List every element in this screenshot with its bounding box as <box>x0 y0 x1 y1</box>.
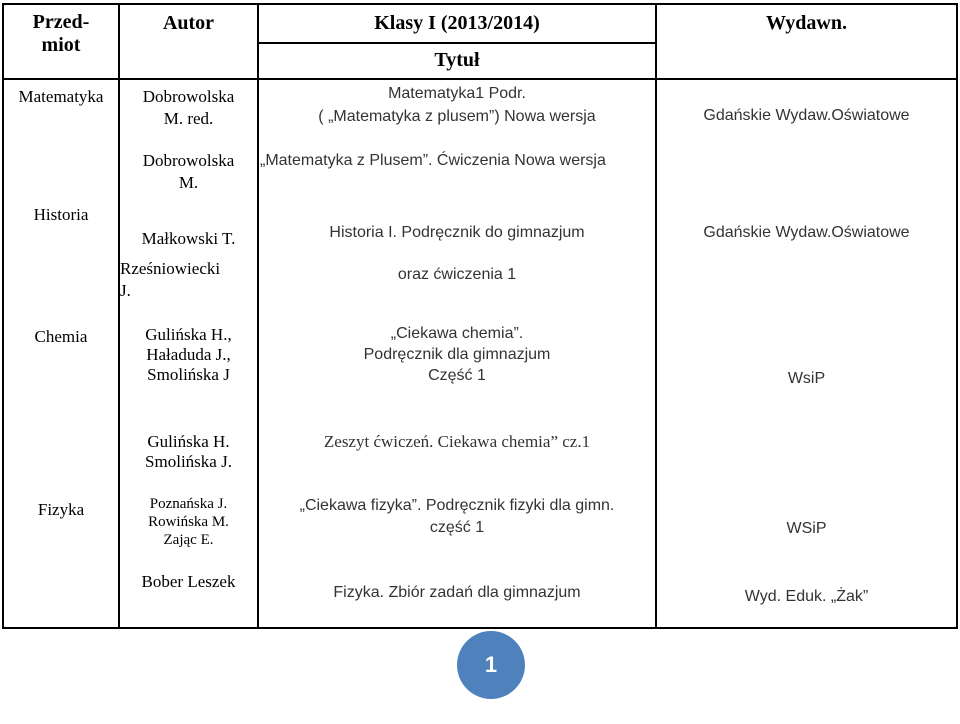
row-author-historia-2 <box>120 259 220 301</box>
row-author-matematyka-cwiczenia <box>120 151 257 193</box>
row-publisher-historia: Gdańskie Wydaw.Oświatowe <box>703 224 910 241</box>
author-line: M. <box>178 173 199 192</box>
row-author-fizyka <box>120 495 257 549</box>
row-subject-chemia: Chemia <box>34 327 88 346</box>
page-number-badge: 1 <box>457 631 525 699</box>
header-publisher: Wydawn. <box>766 12 847 34</box>
header-classes: Klasy I (2013/2014) <box>374 12 540 34</box>
author-line: J. <box>120 281 131 300</box>
title-line: Część 1 <box>428 367 486 384</box>
row-publisher-chemia: WsiP <box>787 370 826 387</box>
author-line: Rowińska M. <box>148 514 229 530</box>
header-subdivider <box>258 42 656 44</box>
row-title-matematyka <box>259 84 655 127</box>
author-line: Poznańska J. <box>149 496 228 512</box>
author-line: Dobrowolska <box>142 151 235 170</box>
row-author-fizyka-zbior: Bober Leszek <box>141 572 236 591</box>
row-title-fizyka-zbior: Fizyka. Zbiór zadań dla gimnazjum <box>333 584 581 601</box>
table-border-bottom <box>2 627 958 629</box>
row-publisher-fizyka: WSiP <box>786 520 827 537</box>
header-subject <box>4 11 118 57</box>
table-border-top <box>2 3 958 5</box>
author-line: M. red. <box>163 109 214 128</box>
author-line: Haładuda J., <box>146 345 231 364</box>
row-author-matematyka <box>120 87 257 129</box>
header-title: Tytuł <box>434 49 480 71</box>
header-bottom-border <box>2 78 958 80</box>
title-line: część 1 <box>429 519 485 536</box>
header-author: Autor <box>162 12 215 34</box>
row-title-chemia <box>259 324 655 386</box>
title-line: „Ciekawa chemia”. <box>390 325 524 342</box>
row-title-chemia-cwiczenia: Zeszyt ćwiczeń. Ciekawa chemia” cz.1 <box>323 432 591 451</box>
title-line: Podręcznik dla gimnazjum <box>363 346 551 363</box>
row-title-historia: Historia I. Podręcznik do gimnazjum <box>329 224 585 241</box>
header-subject-line1: Przed- <box>32 11 90 33</box>
row-author-historia-1: Małkowski T. <box>141 229 236 248</box>
row-title-historia-cwiczenia: oraz ćwiczenia 1 <box>397 266 517 283</box>
header-subject-line2: miot <box>41 34 81 56</box>
row-author-chemia <box>120 325 257 385</box>
row-author-chemia-cwiczenia <box>120 432 257 472</box>
author-line: Rześniowiecki <box>120 259 221 278</box>
row-title-fizyka <box>259 496 655 538</box>
row-publisher-fizyka-zbior: Wyd. Eduk. „Żak” <box>744 588 869 605</box>
title-line: „Ciekawa fizyka”. Podręcznik fizyki dla gimn. <box>299 497 615 514</box>
author-line: Smolińska J <box>147 365 230 384</box>
row-subject-historia: Historia <box>33 205 89 224</box>
title-line: Matematyka1 Podr. <box>388 85 526 102</box>
author-line: Zając E. <box>163 532 214 548</box>
table-border-right <box>956 3 958 629</box>
row-publisher-matematyka: Gdańskie Wydaw.Oświatowe <box>703 107 910 124</box>
row-subject-fizyka: Fizyka <box>37 500 85 519</box>
author-line: Gulińska H. <box>147 432 230 451</box>
author-line: Gulińska H., <box>145 325 232 344</box>
title-line: ( „Matematyka z plusem”) Nowa wersja <box>318 108 596 125</box>
author-line: Smolińska J. <box>145 452 232 471</box>
row-subject-matematyka: Matematyka <box>18 87 104 106</box>
row-title-matematyka-cwiczenia: „Matematyka z Plusem”. Ćwiczenia Nowa wersja <box>260 152 606 169</box>
author-line: Dobrowolska <box>142 87 235 106</box>
